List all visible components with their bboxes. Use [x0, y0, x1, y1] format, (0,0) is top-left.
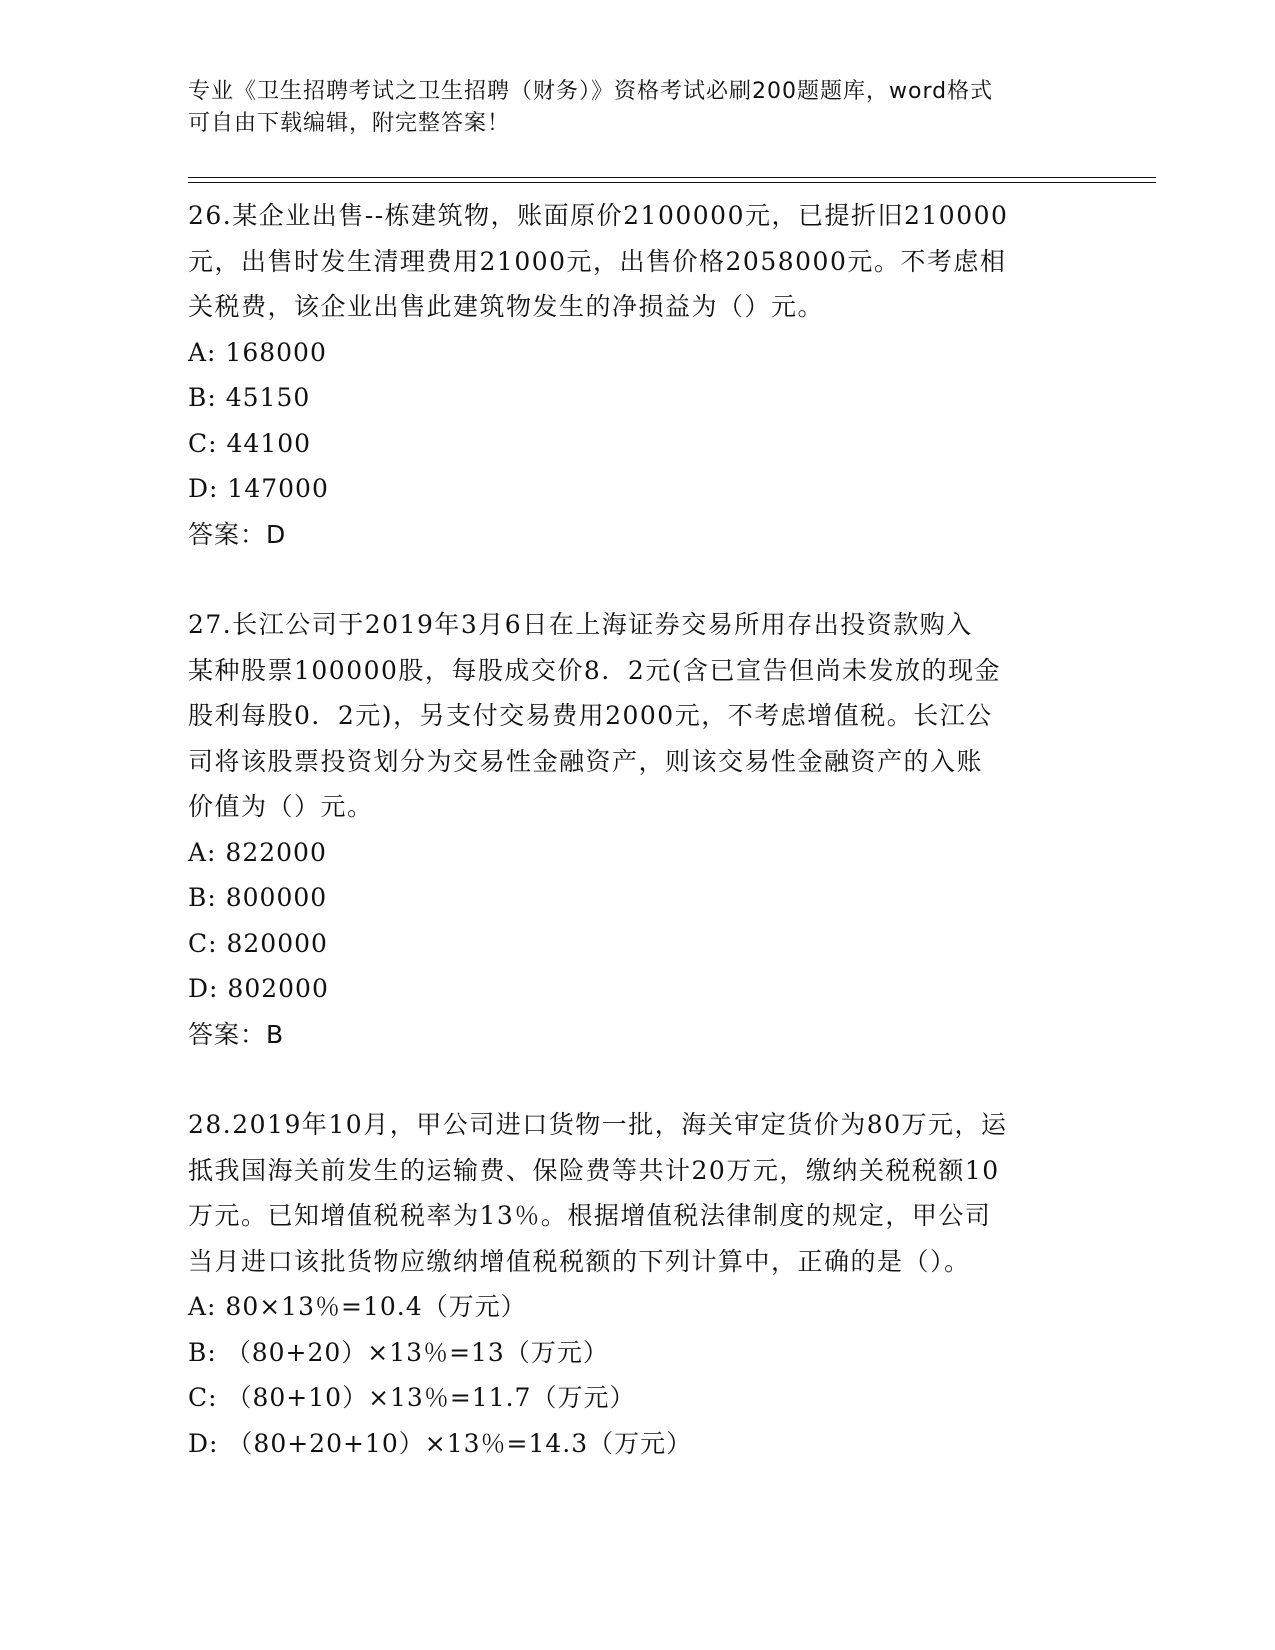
question-stem-line: 抵我国海关前发生的运输费、保险费等共计20万元，缴纳关税税额10: [188, 1155, 1000, 1185]
question-spacer: [188, 557, 1088, 602]
question-stem-line: 司将该股票投资划分为交易性金融资产，则该交易性金融资产的入账: [188, 746, 984, 776]
question-stem-line: 元，出售时发生清理费用21000元，出售价格2058000元。不考虑相: [188, 246, 1007, 276]
question-stem-line: 27.长江公司于2019年3月6日在上海证券交易所用存出投资款购入: [188, 610, 973, 639]
question-list: [188, 193, 1088, 1466]
header-divider-bottom: [188, 182, 1156, 183]
option-c: C: （80+10）×13％=11.7（万元）: [188, 1383, 636, 1412]
question-stem-line: 股利每股0．2元)，另支付交易费用2000元，不考虑增值税。长江公: [188, 701, 993, 730]
option-a: A: 168000: [188, 337, 327, 367]
question-stem-line: 某种股票100000股，每股成交价8．2元(含已宣告但尚未发放的现金: [188, 655, 1002, 685]
question-stem-line: 价值为（）元。: [188, 792, 374, 821]
option-d: D: 802000: [188, 974, 329, 1003]
question-spacer: [188, 1057, 1088, 1102]
option-c: C: 44100: [188, 428, 312, 458]
question-stem-line: 万元。已知增值税税率为13％。根据增值税法律制度的规定，甲公司: [188, 1201, 992, 1230]
header-line-2: 可自由下载编辑，附完整答案！: [188, 111, 511, 136]
question-stem-line: 26.某企业出售--栋建筑物，账面原价2100000元，已提折旧210000: [188, 201, 1009, 230]
option-d: D: （80+20+10）×13％=14.3（万元）: [188, 1428, 693, 1458]
option-c: C: 820000: [188, 928, 328, 958]
option-b: B: 45150: [188, 383, 311, 412]
question-28: [188, 1102, 1088, 1466]
header-line-1: 专业《卫生招聘考试之卫生招聘（财务）》资格考试必刷200题题库，word格式: [188, 79, 994, 104]
document-header: [188, 76, 1068, 140]
question-stem-line: 当月进口该批货物应缴纳增值税税额的下列计算中，正确的是（）。: [188, 1246, 971, 1276]
question-stem-line: 关税费，该企业出售此建筑物发生的净损益为（）元。: [188, 292, 825, 321]
question-stem-line: 28.2019年10月，甲公司进口货物一批，海关审定货价为80万元，运: [188, 1110, 1008, 1139]
question-26: [188, 193, 1088, 557]
option-a: A: 822000: [188, 837, 327, 867]
answer-line: 答案：D: [188, 519, 287, 549]
answer-line: 答案：B: [188, 1019, 285, 1049]
option-b: B: （80+20）×13％=13（万元）: [188, 1337, 609, 1367]
option-d: D: 147000: [188, 474, 329, 503]
option-a: A: 80×13％=10.4（万元）: [188, 1292, 527, 1321]
option-b: B: 800000: [188, 883, 328, 912]
question-27: [188, 602, 1088, 1057]
header-divider-top: [188, 177, 1156, 178]
